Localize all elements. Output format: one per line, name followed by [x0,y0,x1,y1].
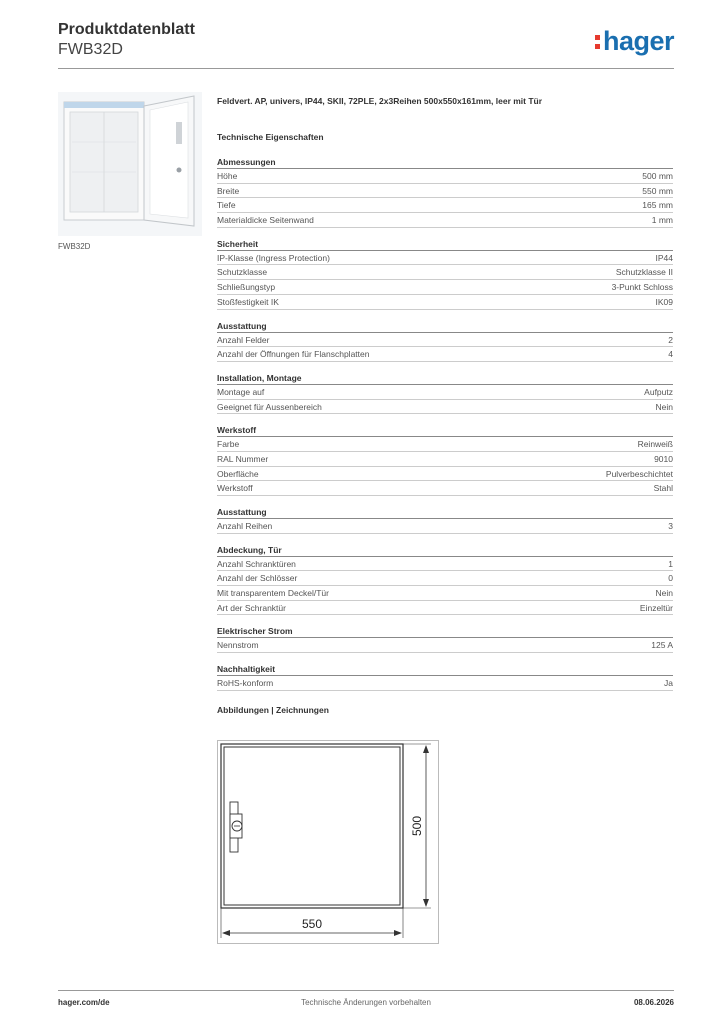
property-value: 125 A [651,640,673,651]
height-dimension-label: 500 [410,815,424,837]
property-section [217,156,673,228]
logo-text: hager [602,26,674,56]
property-label: Materialdicke Seitenwand [217,215,314,226]
property-section [217,424,673,496]
section-title: Ausstattung [217,506,673,519]
property-value: 3 [668,521,673,531]
product-photo [58,92,202,236]
property-label: Stoßfestigkeit IK [217,296,279,307]
property-value: 4 [668,349,673,360]
property-value: Reinweiß [637,439,673,450]
property-row [217,184,673,199]
property-value: 165 mm [642,200,673,211]
property-label: Anzahl der Öffnungen für Flanschplatten [217,349,370,360]
property-row [217,586,673,601]
property-value: 3-Punkt Schloss [611,282,673,293]
property-label: Mit transparentem Deckel/Tür [217,588,329,599]
product-code: FWB32D [58,41,123,58]
property-row [217,347,673,362]
property-label: Geeignet für Aussenbereich [217,401,322,412]
property-value: 500 mm [642,171,673,181]
property-value: 2 [668,334,673,345]
section-title: Abdeckung, Tür [217,544,673,557]
property-row [217,400,673,415]
property-row [217,571,673,586]
property-label: Schließungstyp [217,282,276,293]
property-row [217,251,673,266]
section-title: Nachhaltigkeit [217,663,673,676]
property-value: IK09 [655,296,673,307]
property-section [217,663,673,691]
property-value: Stahl [653,483,673,494]
property-label: Oberfläche [217,468,259,479]
drawings-title: Abbildungen | Zeichnungen [217,704,329,715]
property-value: Aufputz [644,386,673,397]
property-row [217,467,673,482]
property-value: Einzeltür [639,602,673,613]
property-section [217,544,673,616]
property-label: Anzahl Schranktüren [217,558,296,569]
page-footer [58,998,674,1010]
property-label: IP-Klasse (Ingress Protection) [217,252,330,263]
property-value: 550 mm [642,185,673,196]
document-title: Produktdatenblatt [58,21,195,38]
property-sections [217,156,673,691]
property-label: Werkstoff [217,483,253,494]
property-label: Höhe [217,171,238,181]
property-value: 0 [668,573,673,584]
property-value: 9010 [654,453,673,464]
property-label: Tiefe [217,200,236,211]
property-section [217,372,673,414]
hager-logo [595,26,674,57]
property-value: Nein [655,588,673,599]
property-row [217,557,673,572]
property-label: Schutzklasse [217,267,268,278]
property-value: IP44 [655,252,673,263]
property-row [217,437,673,452]
section-title: Sicherheit [217,238,673,251]
property-label: Nennstrom [217,640,259,651]
footer-disclaimer: Technische Änderungen vorbehalten [301,998,431,1007]
property-label: Anzahl Reihen [217,521,273,531]
property-label: Breite [217,185,240,196]
property-label: Anzahl der Schlösser [217,573,298,584]
property-value: Pulverbeschichtet [605,468,673,479]
property-row [217,481,673,496]
section-title: Abmessungen [217,156,673,169]
property-row [217,385,673,400]
property-row [217,333,673,348]
property-section [217,238,673,310]
section-title: Werkstoff [217,424,673,437]
property-row [217,452,673,467]
footer-divider [58,990,674,991]
property-row [217,213,673,228]
width-dimension-label: 550 [301,917,323,931]
property-value: Ja [664,678,673,689]
property-section [217,506,673,534]
section-title: Elektrischer Strom [217,625,673,638]
property-row [217,198,673,213]
property-section [217,625,673,653]
footer-website-link[interactable]: hager.com/de [58,998,110,1007]
product-description: Feldvert. AP, univers, IP44, SKII, 72PLE, 2x3Reihen 500x550x161mm, leer mit Tür [217,96,543,106]
product-details [217,96,673,715]
property-label: Anzahl Felder [217,334,270,345]
footer-date: 08.06.2026 [633,998,674,1007]
photo-caption: FWB32D [58,242,91,251]
property-label: RAL Nummer [217,453,269,464]
tech-properties-title: Technische Eigenschaften [217,132,324,142]
property-row [217,169,673,184]
property-row [217,676,673,691]
property-row [217,280,673,295]
property-value: 1 mm [651,215,673,226]
page-header [58,20,674,70]
property-value: Schutzklasse II [615,267,673,278]
property-row [217,295,673,310]
property-section [217,320,673,362]
header-divider [58,68,674,69]
property-label: Farbe [217,439,240,450]
property-row [217,638,673,653]
dimension-drawing [217,740,439,944]
property-label: Art der Schranktür [217,602,286,613]
section-title: Ausstattung [217,320,673,333]
property-row [217,601,673,616]
logo-dots-icon [595,35,601,53]
cabinet-photo-icon [58,92,202,236]
property-row [217,265,673,280]
property-label: RoHS-konform [217,678,274,689]
property-label: Montage auf [217,386,265,397]
section-title: Installation, Montage [217,372,673,385]
property-value: 1 [668,558,673,569]
property-row [217,519,673,534]
property-value: Nein [655,401,673,412]
front-view-drawing-icon [217,740,439,944]
